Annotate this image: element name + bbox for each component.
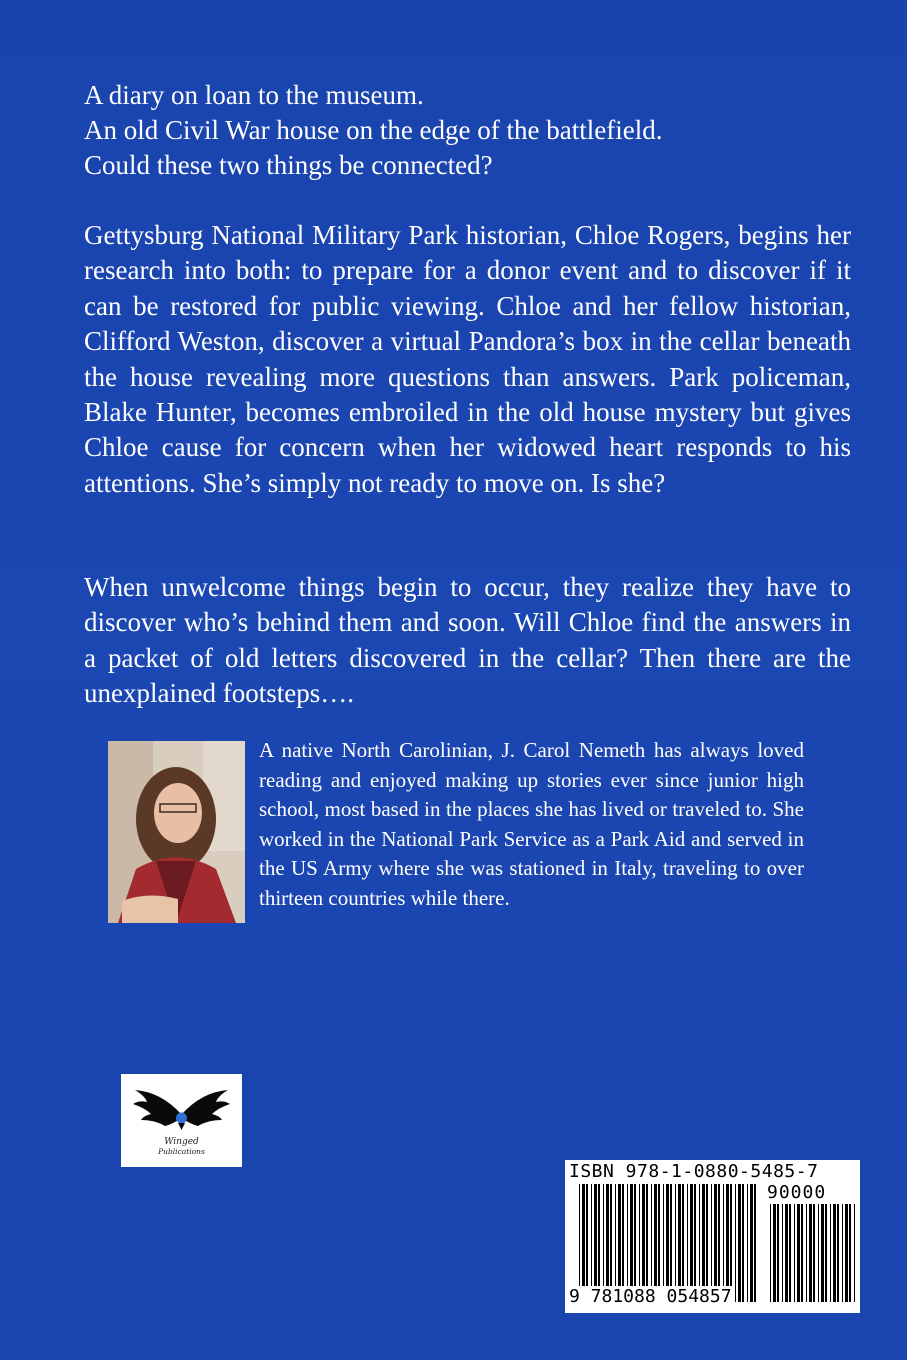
publisher-name-line-2: Publications <box>158 1147 205 1156</box>
author-photo <box>108 741 245 923</box>
blurb-paragraph-1: Gettysburg National Military Park historian, Chloe Rogers, begins her research into both: to prepare for a donor event and to discover if it can be restored for public viewing. Chloe and her fellow historian, Clifford Weston, discover a virtual Pandora’s box in the cellar beneath the house revealing more questions than answers. Park policeman, Blake Hunter, becomes embroiled in the old house mystery but gives Chloe cause for concern when her widowed heart responds to his attentions. She’s simply not ready to move on. Is she? <box>84 220 851 498</box>
publisher-logo <box>121 1074 242 1167</box>
isbn-barcode <box>565 1160 860 1313</box>
tagline <box>84 78 864 183</box>
tagline-line-3: Could these two things be connected? <box>84 150 493 180</box>
author-bio: A native North Carolinian, J. Carol Nemeth has always loved reading and enjoyed making up stories ever since junior high school, most based in the places she has lived or traveled to. She worked in the National Park Service as a Park Aid and served in the US Army where she was stationed in Italy, traveling to over thirteen countries while there. <box>259 738 804 910</box>
barcode-digits: 9 781088 054857 <box>569 1286 732 1307</box>
tagline-line-2: An old Civil War house on the edge of the battlefield. <box>84 115 663 145</box>
tagline-line-1: A diary on loan to the museum. <box>84 80 424 110</box>
isbn-text: ISBN 978-1-0880-5485-7 <box>569 1161 819 1182</box>
winged-logo-icon <box>133 1090 230 1130</box>
publisher-name-line-1: Winged <box>164 1137 199 1147</box>
price-code: 90000 <box>767 1182 827 1203</box>
blurb-paragraph-2: When unwelcome things begin to occur, they realize they have to discover who’s behind them and soon. Will Chloe find the answers in a packet of old letters discovered in the cellar? Then there are the unexplained footsteps…. <box>84 572 851 709</box>
